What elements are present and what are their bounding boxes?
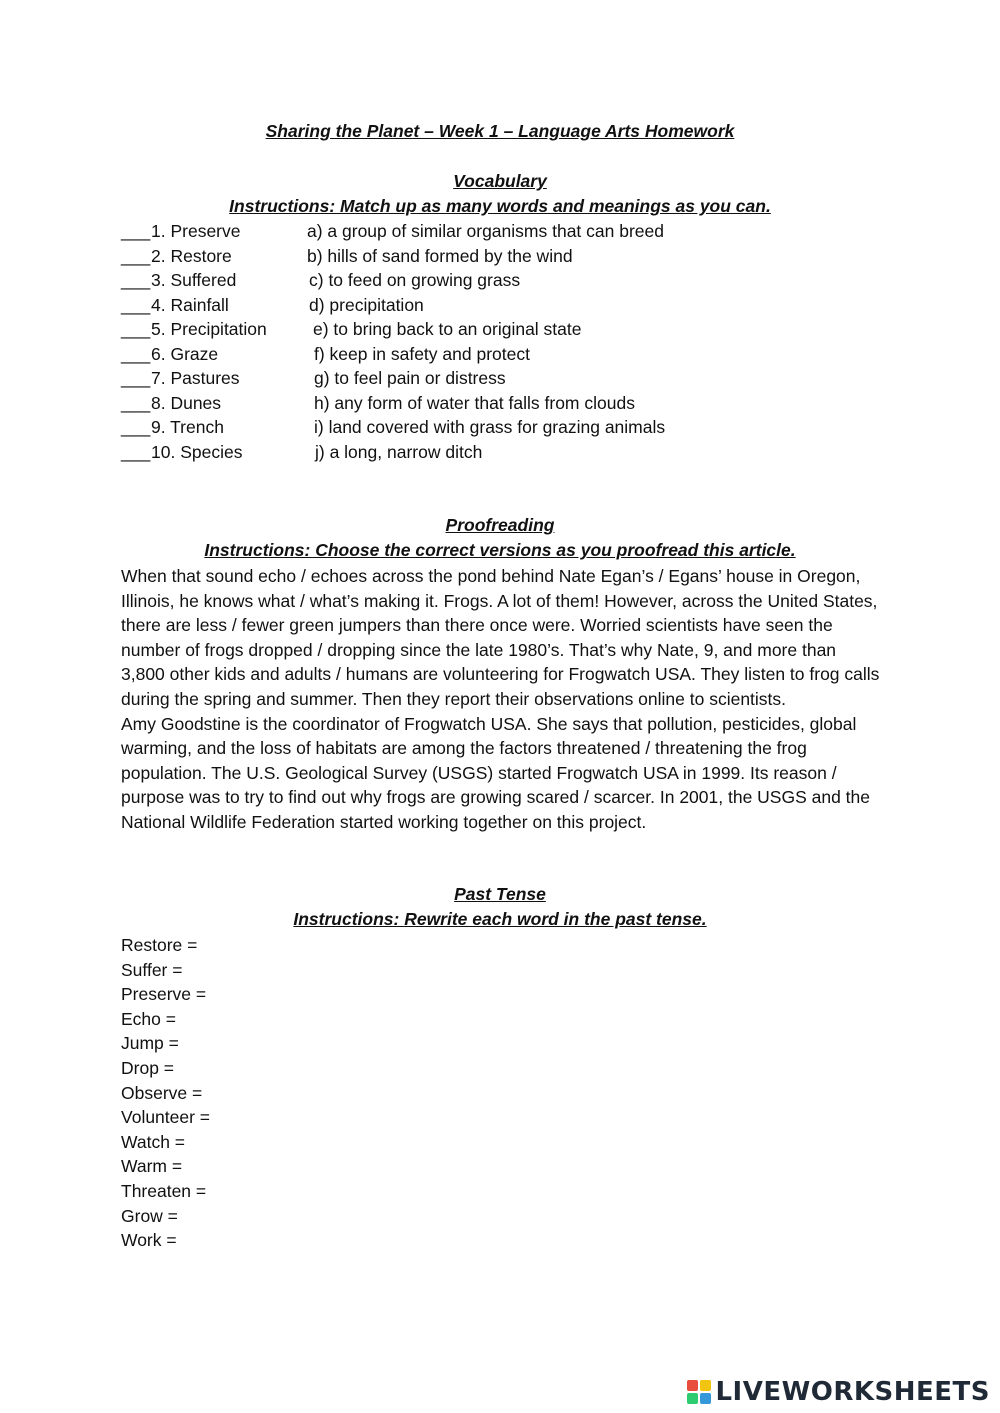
logo-text: LIVEWORKSHEETS [715, 1377, 990, 1407]
vocab-definition: a) a group of similar organisms that can breed [307, 221, 664, 241]
vocab-definition: h) any form of water that falls from clouds [314, 392, 635, 413]
vocab-answer-blank[interactable]: ___ [121, 270, 151, 290]
past-tense-item[interactable]: Drop = [121, 1058, 175, 1078]
past-tense-item[interactable]: Warm = [121, 1156, 183, 1177]
vocab-answer-blank[interactable]: ___ [121, 343, 151, 364]
vocab-answer-blank[interactable]: ___ [121, 368, 151, 388]
article-paragraph-2: Amy Goodstine is the coordinator of Frogwatch USA. She says that pollution, pesticides, global warming, and the loss of habitats are among the factors threatened / threatening the frog population. The U.S. Geological Survey (USGS) started Frogwatch USA in 1999. Its reason / purpose was to try to find out why frogs are growing scared / scarcer. In 2001, the USGS and the National Wildlife Federation started working together on this project. [121, 713, 871, 832]
vocab-word: 9. Trench [151, 417, 224, 437]
vocab-word: 7. Pastures [151, 368, 240, 388]
vocab-answer-blank[interactable]: ___ [121, 319, 151, 339]
past-tense-item[interactable]: Volunteer = [121, 1107, 211, 1128]
past-tense-item[interactable]: Echo = [121, 1008, 176, 1029]
logo-mark-icon [687, 1380, 711, 1404]
past-tense-item[interactable]: Work = [121, 1230, 177, 1251]
vocabulary-instructions: Instructions: Match up as many words and meanings as you can. [229, 196, 771, 216]
vocab-word: 6. Graze [151, 343, 219, 364]
vocab-definition: g) to feel pain or distress [314, 368, 506, 388]
vocab-definition: e) to bring back to an original state [313, 319, 582, 339]
vocab-answer-blank[interactable]: ___ [121, 392, 151, 413]
vocab-definition: j) a long, narrow ditch [315, 441, 483, 462]
past-tense-item[interactable]: Suffer = [121, 959, 183, 980]
past-tense-item[interactable]: Restore = [121, 935, 198, 955]
vocab-answer-blank[interactable]: ___ [121, 221, 151, 241]
proofreading-heading: Proofreading [445, 515, 555, 535]
past-tense-item[interactable]: Preserve = [121, 984, 207, 1005]
vocab-word: 3. Suffered [151, 270, 237, 290]
vocab-definition: d) precipitation [309, 294, 424, 315]
vocab-definition: f) keep in safety and protect [314, 343, 530, 364]
vocab-definition: c) to feed on growing grass [309, 270, 521, 290]
past-tense-instructions: Instructions: Rewrite each word in the past tense. [293, 909, 707, 929]
liveworksheets-logo [687, 1377, 990, 1407]
vocab-answer-blank[interactable]: ___ [121, 294, 151, 315]
page-title: Sharing the Planet – Week 1 – Language Arts Homework [265, 121, 735, 141]
vocab-definition: i) land covered with grass for grazing animals [314, 417, 666, 437]
vocab-word: 10. Species [151, 441, 243, 462]
vocab-word: 8. Dunes [151, 392, 222, 413]
vocab-answer-blank[interactable]: ___ [121, 245, 151, 266]
vocab-answer-blank[interactable]: ___ [121, 441, 151, 462]
vocab-word: 4. Rainfall [151, 294, 229, 315]
past-tense-item[interactable]: Grow = [121, 1205, 178, 1226]
vocab-word: 1. Preserve [151, 221, 241, 241]
past-tense-item[interactable]: Jump = [121, 1033, 179, 1054]
past-tense-item[interactable]: Watch = [121, 1131, 186, 1152]
vocab-definition: b) hills of sand formed by the wind [307, 245, 573, 266]
past-tense-item[interactable]: Threaten = [121, 1181, 207, 1201]
past-tense-heading: Past Tense [454, 884, 546, 904]
article-paragraph-1: When that sound echo / echoes across the pond behind Nate Egan’s / Egans’ house in Oregon, Illinois, he knows what / what’s making it. Frogs. A lot of them! However, across the United States, there are less / fewer green jumpers than there once were. Worried scientists have seen the number of frogs dropped / dropping since the late 1980’s. That’s why Nate, 9, and more than 3,800 other kids and adults / humans are volunteering for Frogwatch USA. They listen to frog calls during the spring and summer. Then they report their observations online to scientists. [121, 566, 880, 709]
proofreading-article [121, 564, 881, 835]
vocab-word: 2. Restore [151, 245, 232, 266]
proofreading-instructions: Instructions: Choose the correct versions as you proofread this article. [204, 540, 796, 560]
past-tense-item[interactable]: Observe = [121, 1082, 203, 1103]
vocabulary-heading: Vocabulary [453, 171, 547, 191]
vocab-word: 5. Precipitation [151, 319, 267, 339]
vocab-answer-blank[interactable]: ___ [121, 417, 151, 437]
